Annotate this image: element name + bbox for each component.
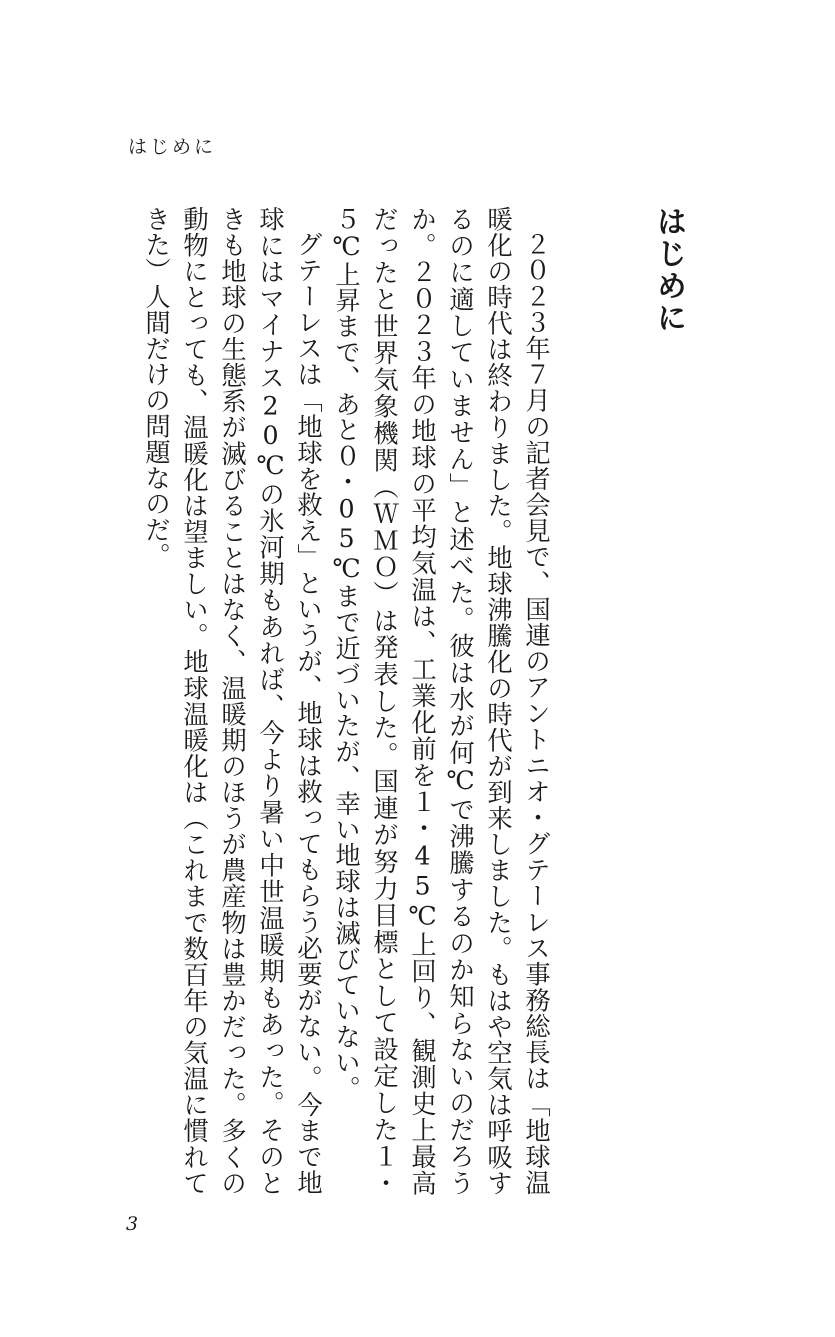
chapter-title: はじめに [651, 206, 686, 334]
paragraph-2: グテーレスは「地球を救え」というが、地球は救ってもらう必要がない。今まで地球にはマイナス20℃の氷河期もあれば、今より暑い中世温暖期もあった。そのときも地球の生態系が滅びることはなく、温暖期のほうが農産物は豊かだった。多くの動物にとっても、温暖化は望ましい。地球温暖化は（これまで数百年の気温に慣れてきた）人間だけの問題なのだ。 [142, 206, 323, 1196]
running-head: はじめに [128, 136, 217, 158]
paragraph-1: ２０２３年７月の記者会見で、国連のアントニオ・グテーレス事務総長は「地球温暖化の時代は終わりました。地球沸騰化の時代が到来しました。もはや空気は呼吸するのに適していません」と述べた。彼は水が何℃で沸騰するのか知らないのだろうか。２０２３年の地球の平均気温は、工業化前を１・45℃上回り、観測史上最高だったと世界気象機関（ＷＭＯ）は発表した。国連が努力目標として設定した１・５℃上昇まで、あと０・05℃まで近づいたが、幸い地球は滅びていない。 [332, 206, 551, 1196]
page-number: 3 [126, 1213, 139, 1235]
body-text [99, 206, 555, 1196]
